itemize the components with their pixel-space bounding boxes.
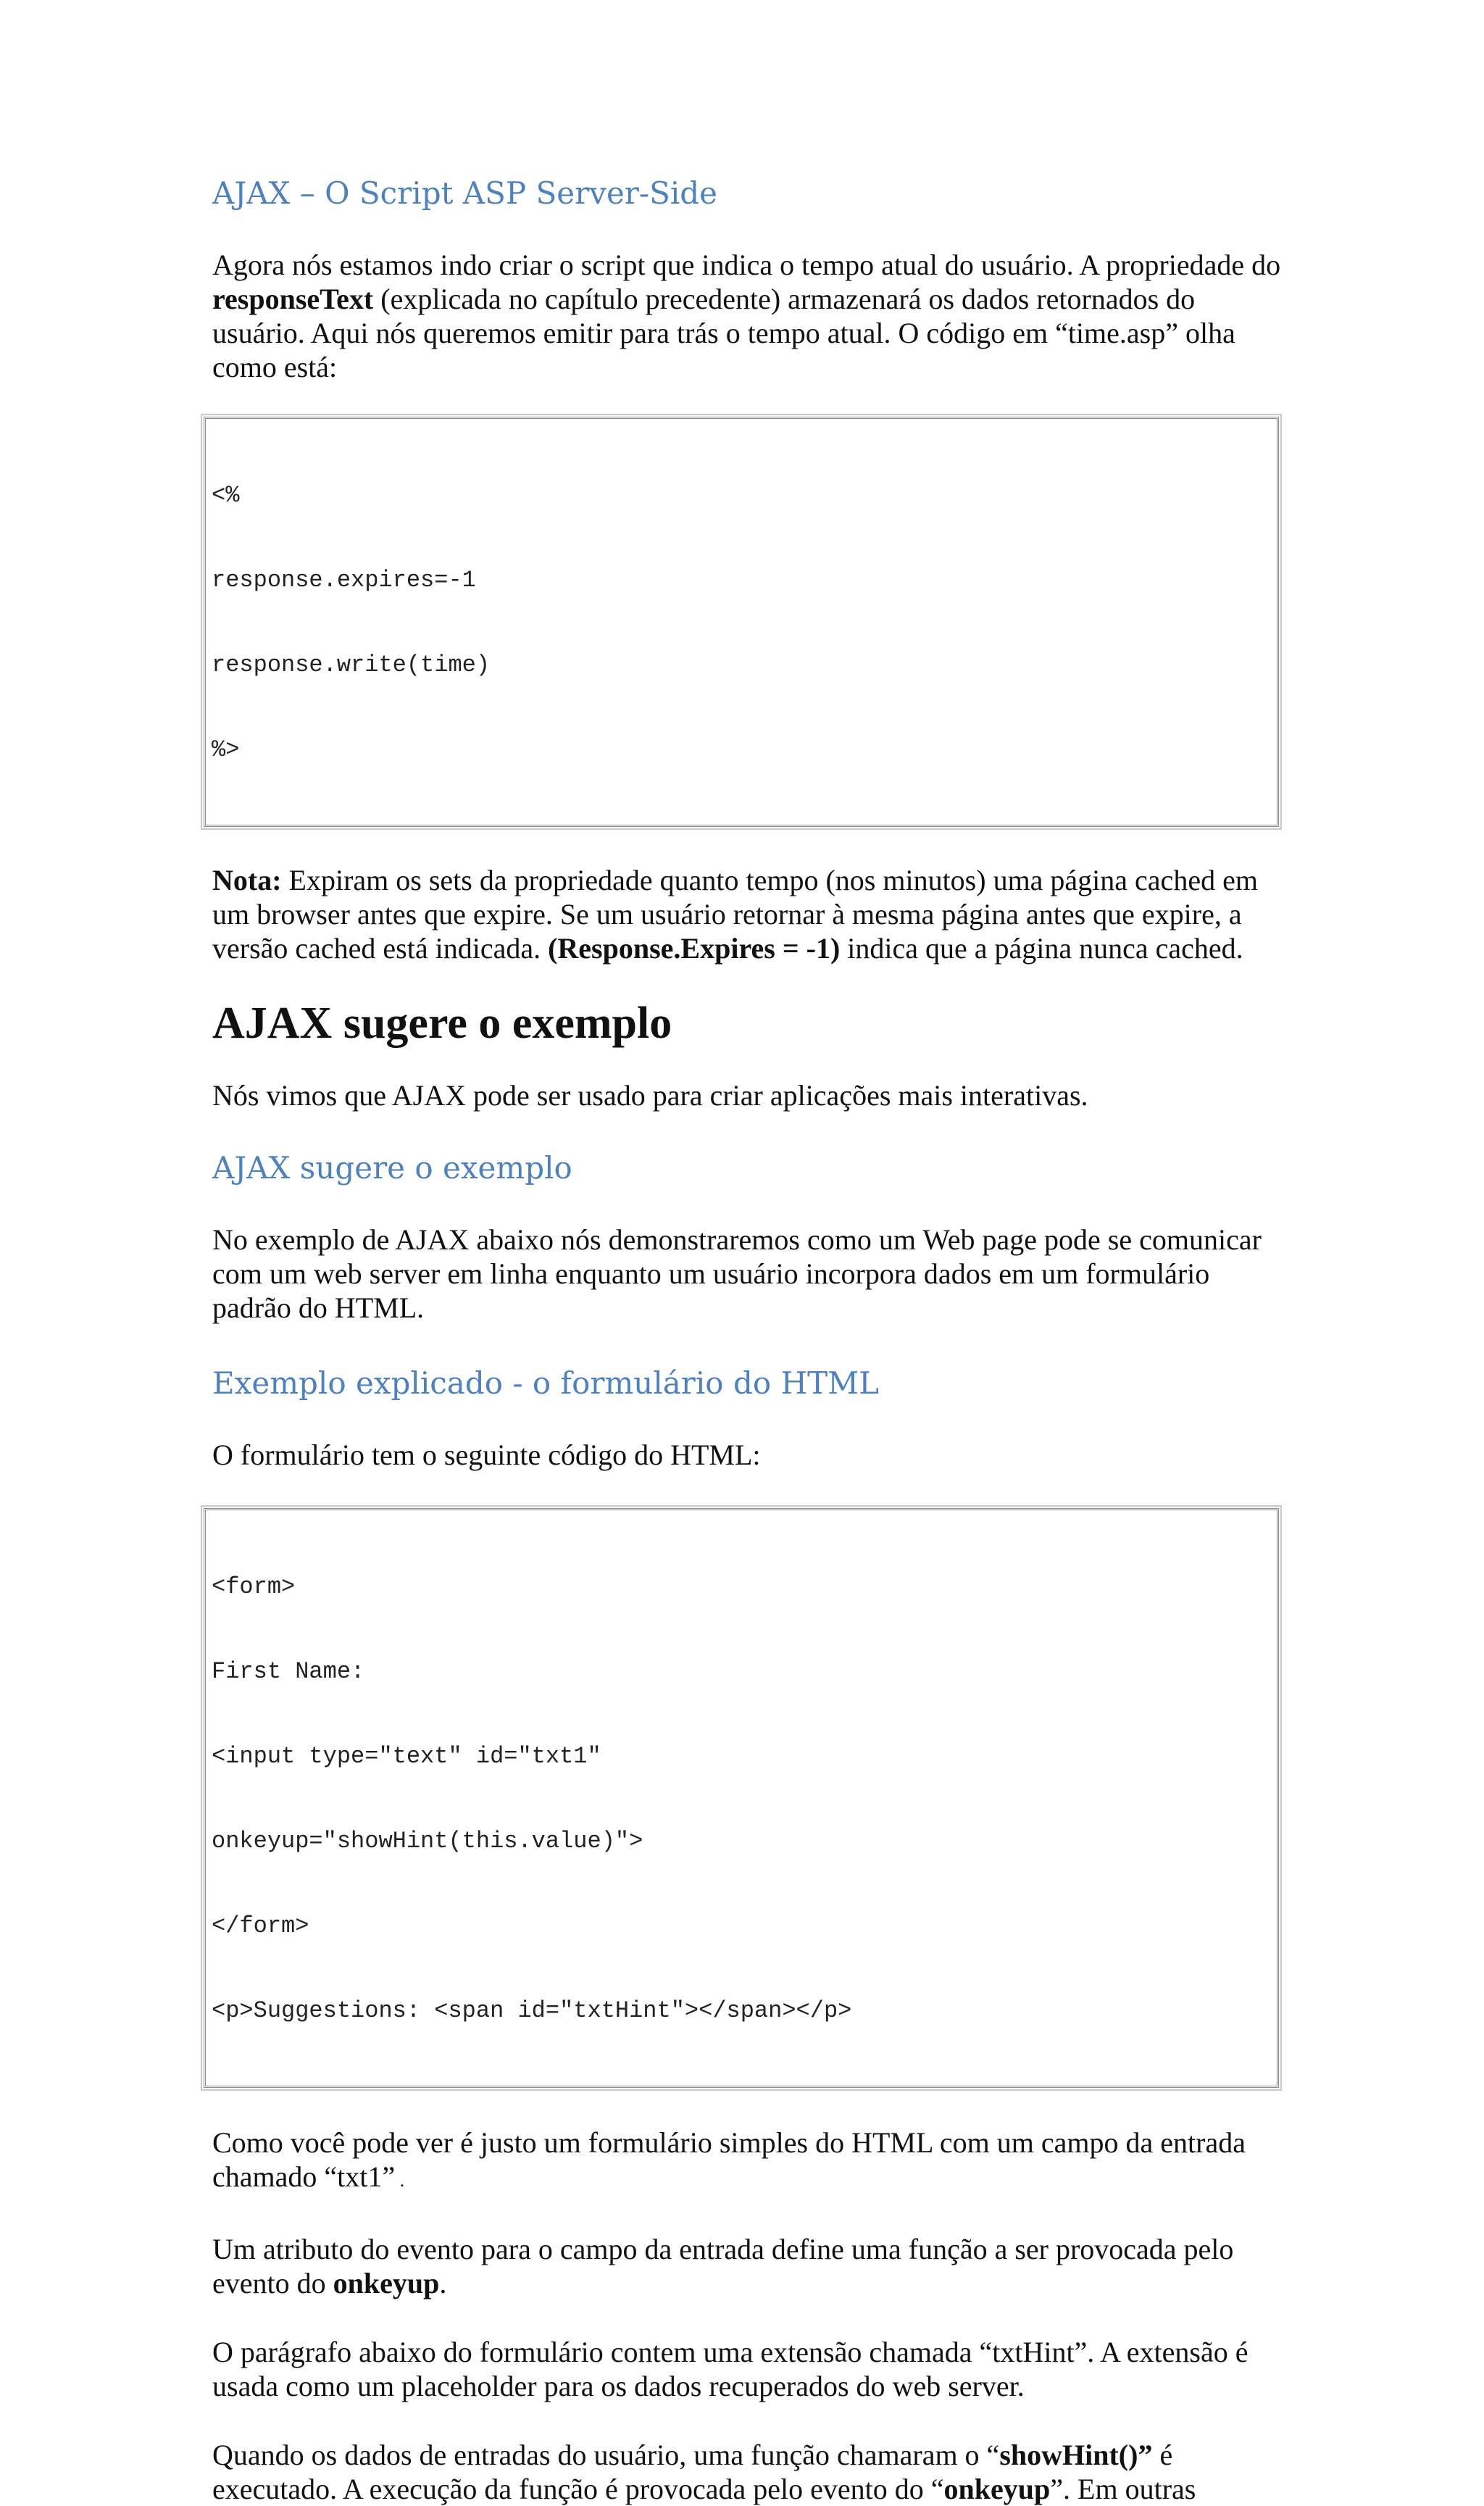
note-label: Nota: xyxy=(212,864,282,896)
paragraph-event-text-c: . xyxy=(439,2267,447,2299)
subheading-ajax-suggest-example: AJAX sugere o exemplo xyxy=(212,1150,572,1186)
note-text-a: Expiram os sets da propriedade quanto tempo (nos minutos) uma página cached em um browser antes que expire. Se um usuário retornar à mesma página antes que expire, a versão cached está indicada. xyxy=(212,864,1258,965)
heading-ajax-suggest-example: AJAX sugere o exemplo xyxy=(212,999,672,1048)
note-text-c: indica que a página nunca cached. xyxy=(840,932,1243,965)
heading-asp-server-side: AJAX – O Script ASP Server-Side xyxy=(212,175,718,211)
document-content xyxy=(212,174,1285,2506)
code-line: </form> xyxy=(212,1912,309,1939)
code-line: onkeyup="showHint(this.value)"> xyxy=(212,1828,643,1854)
paragraph-txthint: O parágrafo abaixo do formulário contem uma extensão chamada “txtHint”. A extensão é usada como um placeholder para os dados recuperados do web server. xyxy=(212,2336,1249,2402)
paragraph-event-text-a: Um atributo do evento para o campo da entrada define uma função a ser provocada pelo evento do xyxy=(212,2233,1234,2299)
heading-example-explained: Exemplo explicado - o formulário do HTML xyxy=(212,1365,880,1401)
paragraph-showhint-text-e: ”. Em outras xyxy=(1050,2473,1196,2505)
code-line: <p>Suggestions: <span id="txtHint"></span></p> xyxy=(212,1997,852,2024)
code-line: %> xyxy=(212,736,240,763)
paragraph-ajax-interactive: Nós vimos que AJAX pode ser usado para criar aplicações mais interativas. xyxy=(212,1079,1088,1112)
code-line: <% xyxy=(212,482,240,509)
paragraph-example-intro: No exemplo de AJAX abaixo nós demonstraremos como um Web page pode se comunicar com um web server em linha enquanto um usuário incorpora dados em um formulário padrão do HTML. xyxy=(212,1223,1262,1324)
paragraph-showhint-text-a: Quando os dados de entradas do usuário, uma função chamaram o “ xyxy=(212,2439,1000,2471)
paragraph-showhint xyxy=(212,2438,1285,2506)
code-line: response.expires=-1 xyxy=(212,567,476,594)
paragraph-simple-form-dot: . xyxy=(395,2170,405,2191)
paragraph-showhint-text-c: é executado. A execução da função é provocada pelo evento do “ xyxy=(212,2439,1173,2505)
paragraph-intro xyxy=(212,248,1285,384)
code-line: <input type="text" id="txt1" xyxy=(212,1743,601,1770)
paragraph-intro-bold: responseText xyxy=(212,283,374,315)
note-code-bold: (Response.Expires = -1) xyxy=(548,932,841,965)
code-block-html-form xyxy=(204,1508,1279,2088)
paragraph-simple-form-text: Como você pode ver é justo um formulário simples do HTML com um campo da entrada chamado “txt1” xyxy=(212,2126,1246,2193)
paragraph-intro-text-c: (explicada no capítulo precedente) armazenará os dados retornados do usuário. Aqui nós queremos emitir para trás o tempo atual. O código em “time.asp” olha como está: xyxy=(212,283,1235,383)
code-line: response.write(time) xyxy=(212,652,491,678)
paragraph-event-attribute xyxy=(212,2232,1285,2300)
paragraph-form-code-intro: O formulário tem o seguinte código do HTML: xyxy=(212,1439,761,1471)
code-block-asp xyxy=(204,417,1279,827)
code-line: <form> xyxy=(212,1573,296,1600)
paragraph-simple-form xyxy=(212,2126,1285,2197)
paragraph-showhint-bold-2: onkeyup xyxy=(943,2473,1051,2505)
paragraph-note xyxy=(212,863,1285,965)
paragraph-showhint-bold-1: showHint()” xyxy=(999,2439,1153,2471)
code-line: First Name: xyxy=(212,1658,365,1685)
paragraph-event-bold: onkeyup xyxy=(333,2267,440,2299)
paragraph-intro-text-a: Agora nós estamos indo criar o script que indica o tempo atual do usuário. A propriedade do xyxy=(212,249,1281,281)
